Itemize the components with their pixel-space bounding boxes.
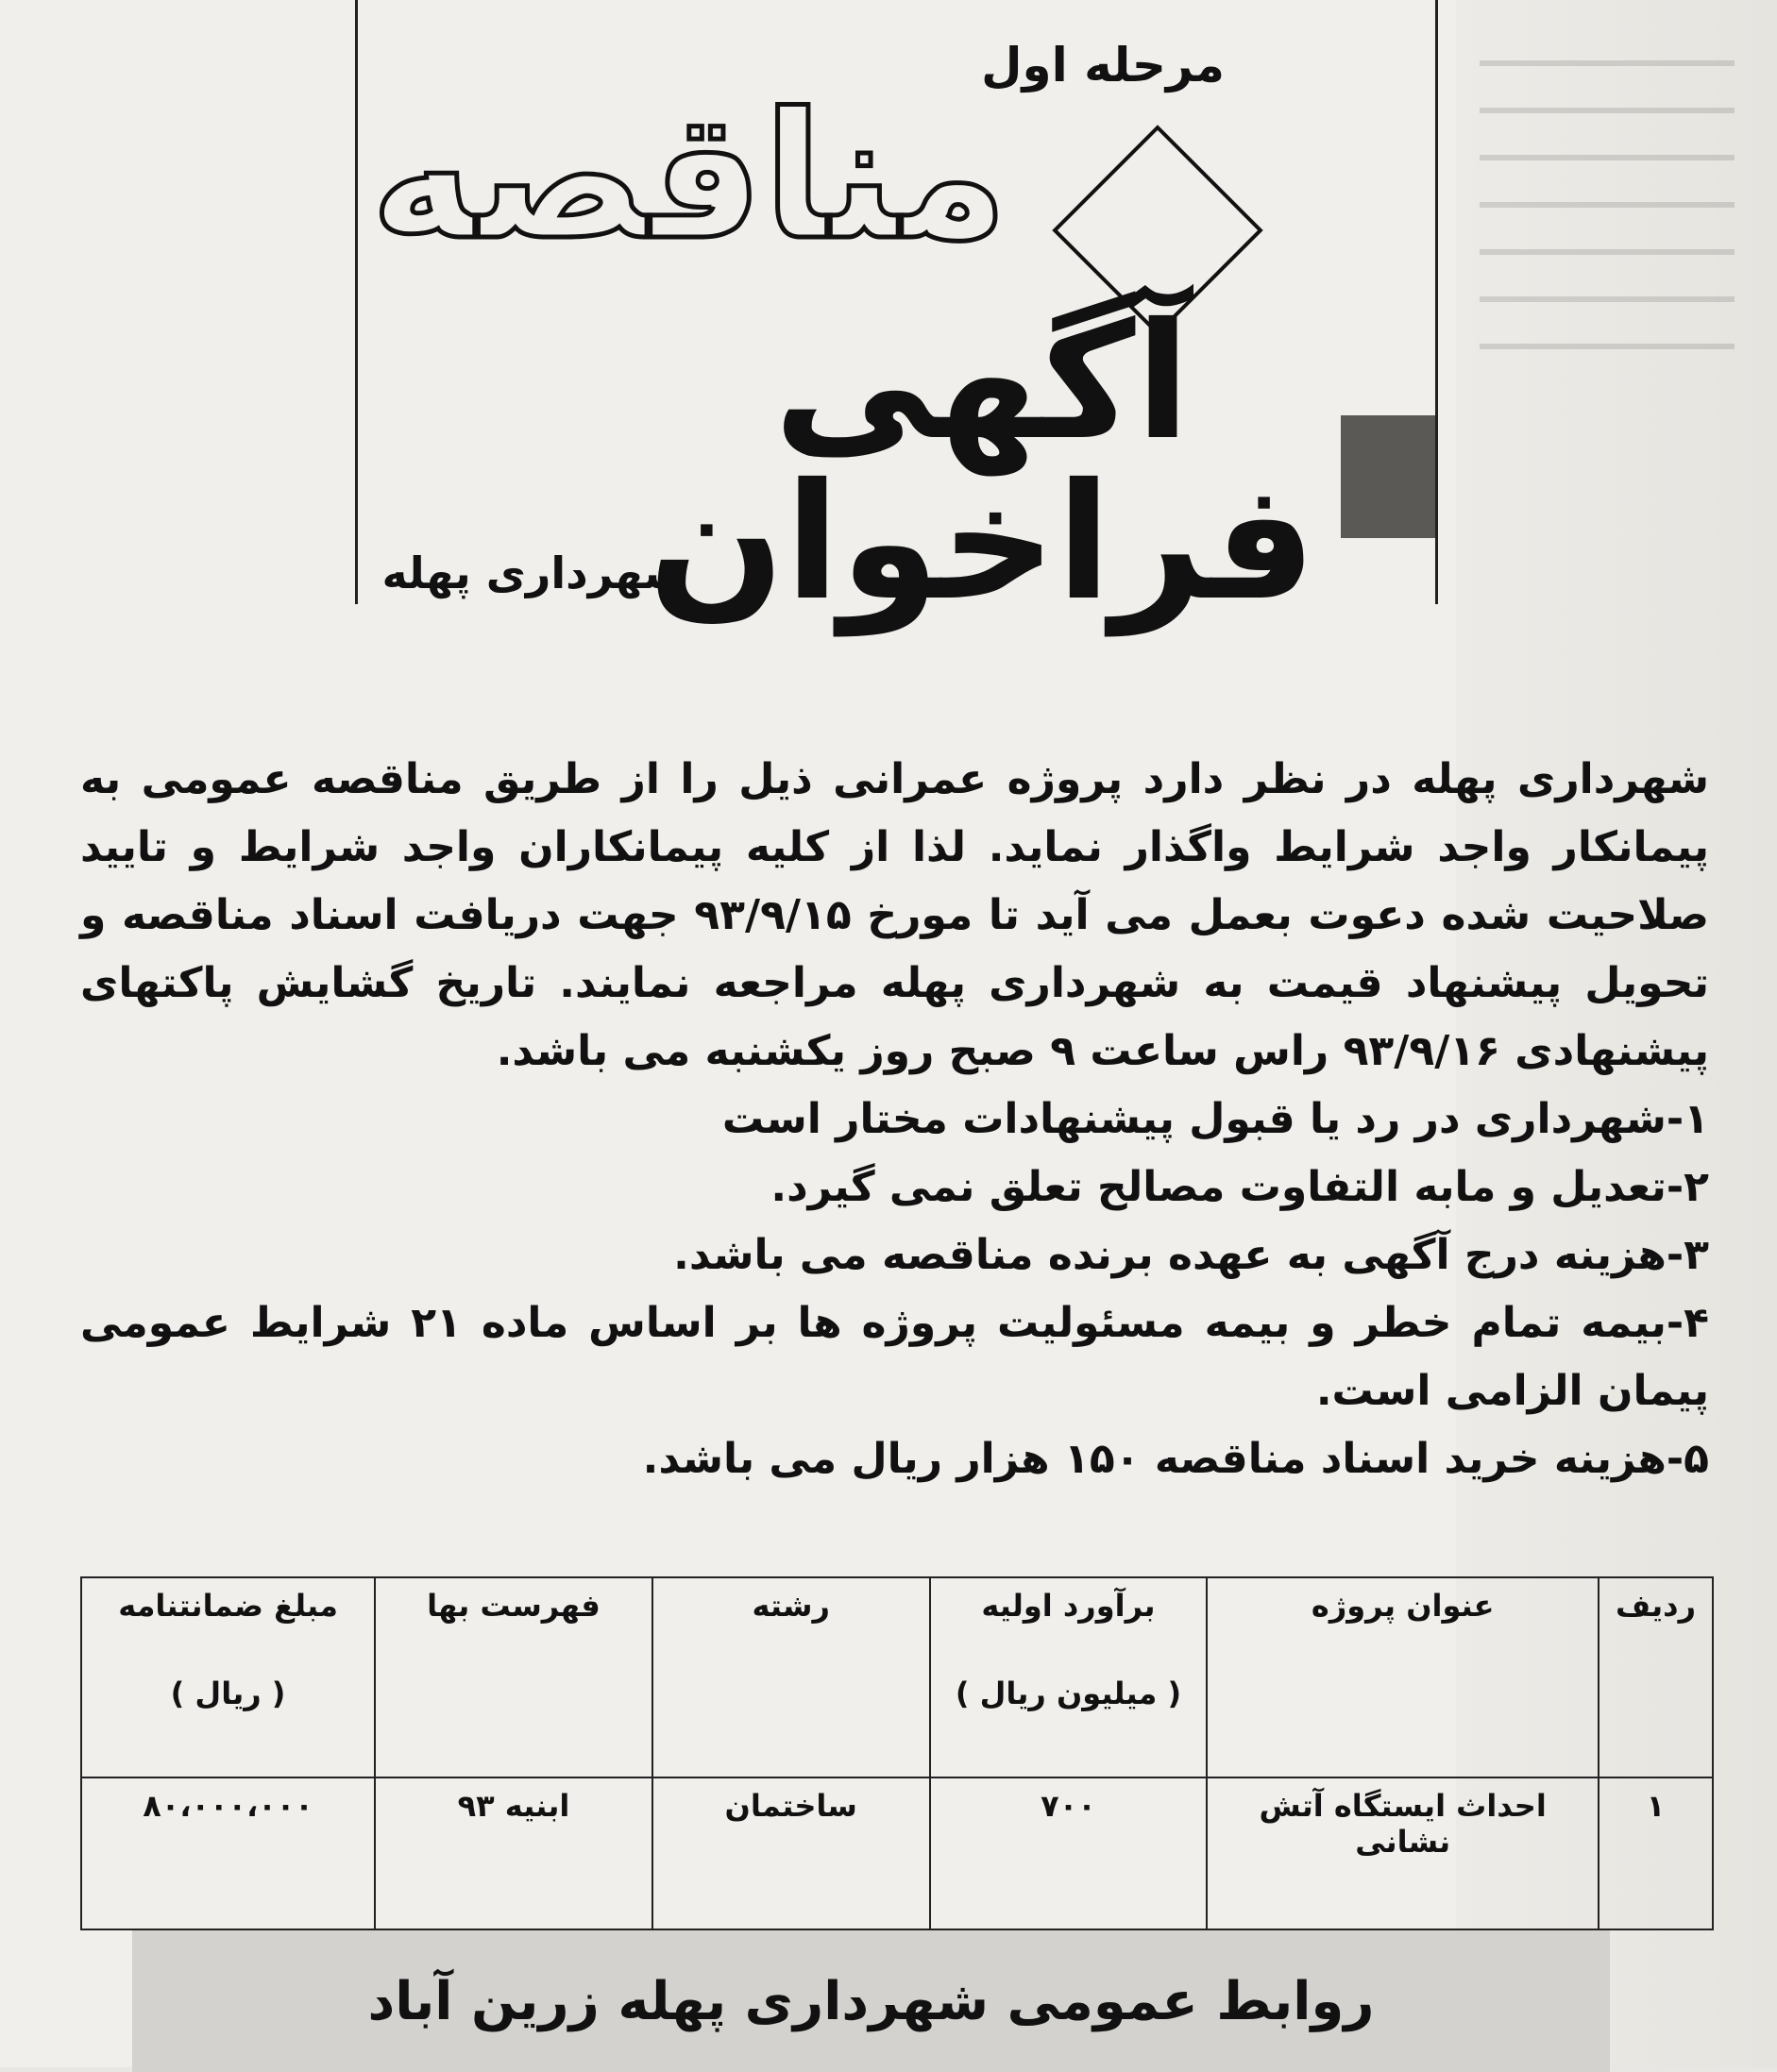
table-header-row [81, 1577, 1713, 1777]
cell-project-title: احداث ایستگاه آتش نشانی [1207, 1777, 1599, 1929]
square-ornament [1341, 415, 1435, 538]
title-prefix: آگهی [773, 289, 1191, 476]
tender-table [80, 1576, 1714, 1930]
header-field: رشته [652, 1577, 930, 1777]
header-estimate [930, 1577, 1208, 1777]
cell-guarantee: ۸۰،۰۰۰،۰۰۰ [81, 1777, 375, 1929]
table-row [81, 1777, 1713, 1929]
bleed-through-text [1465, 19, 1749, 491]
title-bold [642, 289, 1322, 636]
footer-text: روابط عمومی شهرداری پهله زرین آباد [367, 1970, 1375, 2032]
header-estimate-label: برآورد اولیه [981, 1588, 1156, 1624]
cell-field: ساختمان [652, 1777, 930, 1929]
header-project-title: عنوان پروژه [1207, 1577, 1599, 1777]
intro-paragraph: شهرداری پهله در نظر دارد پروژه عمرانی ذیل را از طریق مناقصه عمومی به پیمانکار واجد شرایط واگذار نماید. لذا از کلیه پیمانکاران واجد شرایط و تایید صلاحیت شده دعوت بعمل می آید تا مورخ ۹۳/۹/۱۵ جهت دریافت اسناد مناقصه و تحویل پیشنهاد قیمت به شهرداری پهله مراجعه نمایند. تاریخ گشایش پاکتهای پیشنهادی ۹۳/۹/۱۶ راس ساعت ۹ صبح روز یکشنبه می باشد. [80, 755, 1710, 1075]
cell-estimate: ۷۰۰ [930, 1777, 1208, 1929]
header-row-number: ردیف [1599, 1577, 1713, 1777]
frame-line-left [355, 0, 358, 604]
condition-2: ۲-تعدیل و مابه التفاوت مصالح تعلق نمی گیرد. [770, 1163, 1709, 1211]
footer-banner [132, 1930, 1610, 2072]
header-guarantee-unit: ( ریال ) [170, 1676, 286, 1711]
frame-line-right [1435, 0, 1438, 604]
header-estimate-unit: ( میلیون ریال ) [955, 1676, 1182, 1711]
header-price-list: فهرست بها [375, 1577, 652, 1777]
header-guarantee [81, 1577, 375, 1777]
condition-5: ۵-هزینه خرید اسناد مناقصه ۱۵۰ هزار ریال می باشد. [642, 1435, 1709, 1483]
condition-1: ۱-شهرداری در رد یا قبول پیشنهادات مختار است [721, 1095, 1709, 1143]
announcement-body [80, 746, 1709, 1493]
header-guarantee-label: مبلغ ضمانتنامه [118, 1588, 338, 1624]
cell-row-number: ۱ [1599, 1777, 1713, 1929]
title-outline: مناقصه [370, 75, 1008, 278]
cell-price-list: ابنیه ۹۳ [375, 1777, 652, 1929]
condition-3: ۳-هزینه درج آگهی به عهده برنده مناقصه می باشد. [673, 1231, 1709, 1279]
municipality-name: شهرداری پهله [381, 547, 686, 598]
condition-4: ۴-بیمه تمام خطر و بیمه مسئولیت پروژه ها بر اساس ماده ۲۱ شرایط عمومی پیمان الزامی است. [80, 1299, 1709, 1415]
stage-label: مرحله اول [981, 38, 1225, 93]
title-main: فراخوان [648, 449, 1316, 636]
